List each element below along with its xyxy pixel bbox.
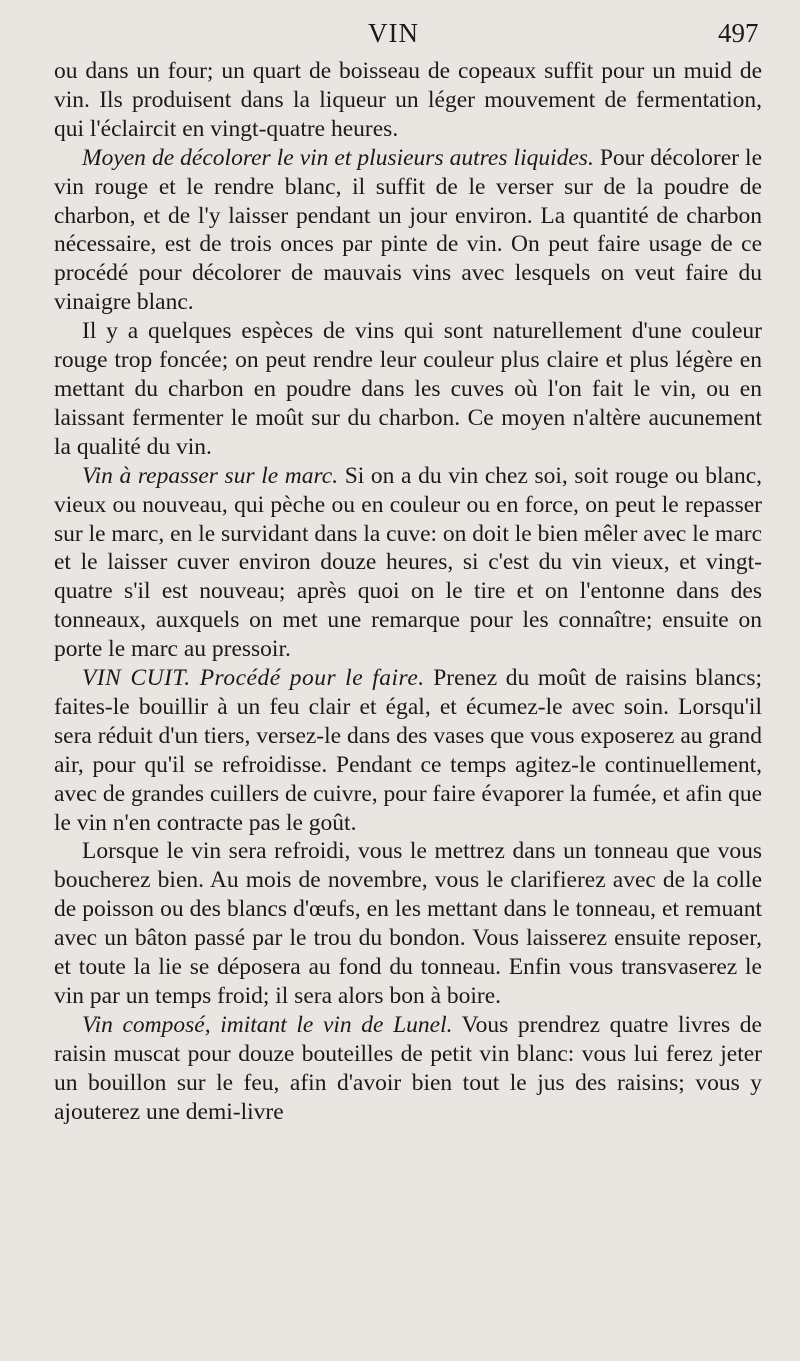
entry-heading: VIN CUIT. Procédé pour le faire.: [82, 665, 425, 692]
paragraph-refroidi: [54, 837, 762, 1010]
paragraph-vins-fonces: [54, 317, 762, 462]
paragraph-text: Si on a du vin chez soi, soit rouge ou blanc, vieux ou nouveau, qui pèche ou en couleur ou en force, on peut le repasser sur le marc, en le survidant dans la cuve: on doit le bien mêler avec le marc et le laisser cuver environ douze heures, si c'est du vin vieux, et vingt-quatre s'il est nouveau; après quoi on le tire et on l'entonne dans des tonneaux, auxquels on met une remarque pour les connaître; ensuite on porte le marc au pressoir.: [54, 462, 762, 663]
running-head: [0, 12, 800, 56]
paragraph-decolorer: [54, 144, 762, 317]
paragraph-heading: Vin à repasser sur le marc.: [82, 462, 339, 489]
paragraph-repasser-marc: [54, 462, 762, 664]
paragraph-text: Lorsque le vin sera refroidi, vous le mettrez dans un tonneau que vous boucherez bien. Au mois de novembre, vous le clarifierez avec de la colle de poisson ou des blancs d'œufs, en les mettant dans le tonneau, et remuant avec un bâton passé par le trou du bondon. Vous laisserez ensuite reposer, et toute la lie se déposera au fond du tonneau. Enfin vous transvaserez le vin par un temps froid; il sera alors bon à boire.: [54, 838, 762, 1009]
paragraph-heading: Moyen de décolorer le vin et plusieurs autres liquides.: [82, 144, 594, 171]
paragraph-continuation: [54, 57, 762, 144]
paragraph-vin-cuit: [54, 664, 762, 837]
page-number: 497: [718, 18, 759, 48]
paragraph-text: Il y a quelques espèces de vins qui sont naturellement d'une couleur rouge trop foncée; on peut rendre leur couleur plus claire et plus légère en mettant du charbon en poudre dans les cuves où l'on fait le vin, ou en laissant fermenter le moût sur du charbon. Ce moyen n'altère aucunement la qualité du vin.: [54, 318, 762, 460]
paragraph-vin-compose: [54, 1011, 762, 1127]
paragraph-text: Vous prendrez quatre livres de raisin muscat pour douze bouteilles de petit vin blanc: vous lui ferez jeter un bouillon sur le feu, afin d'avoir bien tout le jus des raisins; vous y ajouterez une demi-livre: [54, 1011, 762, 1125]
paragraph-text: Prenez du moût de raisins blancs; faites-le bouillir à un feu clair et égal, et écumez-le avec soin. Lorsqu'il sera réduit d'un tiers, versez-le dans des vases que vous exposerez au grand air, pour qu'il se refroidisse. Pendant ce temps agitez-le continuellement, avec de grandes cuillers de cuivre, pour faire évaporer la fumée, et afin que le vin n'en contracte pas le goût.: [54, 665, 762, 836]
running-head-title: VIN: [368, 18, 419, 48]
paragraph-text: Pour décolorer le vin rouge et le rendre blanc, il suffit de le verser sur de la poudre de charbon, et de l'y laisser pendant un jour environ. La quantité de charbon nécessaire, est de trois onces par pinte de vin. On peut faire usage de ce procédé pour décolorer de mauvais vins avec lesquels on veut faire du vinaigre blanc.: [54, 144, 762, 316]
paragraph-text: ou dans un four; un quart de boisseau de copeaux suffit pour un muid de vin. Ils produisent dans la liqueur un léger mouvement de fermentation, qui l'éclaircit en vingt-quatre heures.: [54, 58, 762, 142]
paragraph-heading: Vin composé, imitant le vin de Lunel.: [82, 1011, 453, 1038]
body-text: [54, 57, 762, 1127]
